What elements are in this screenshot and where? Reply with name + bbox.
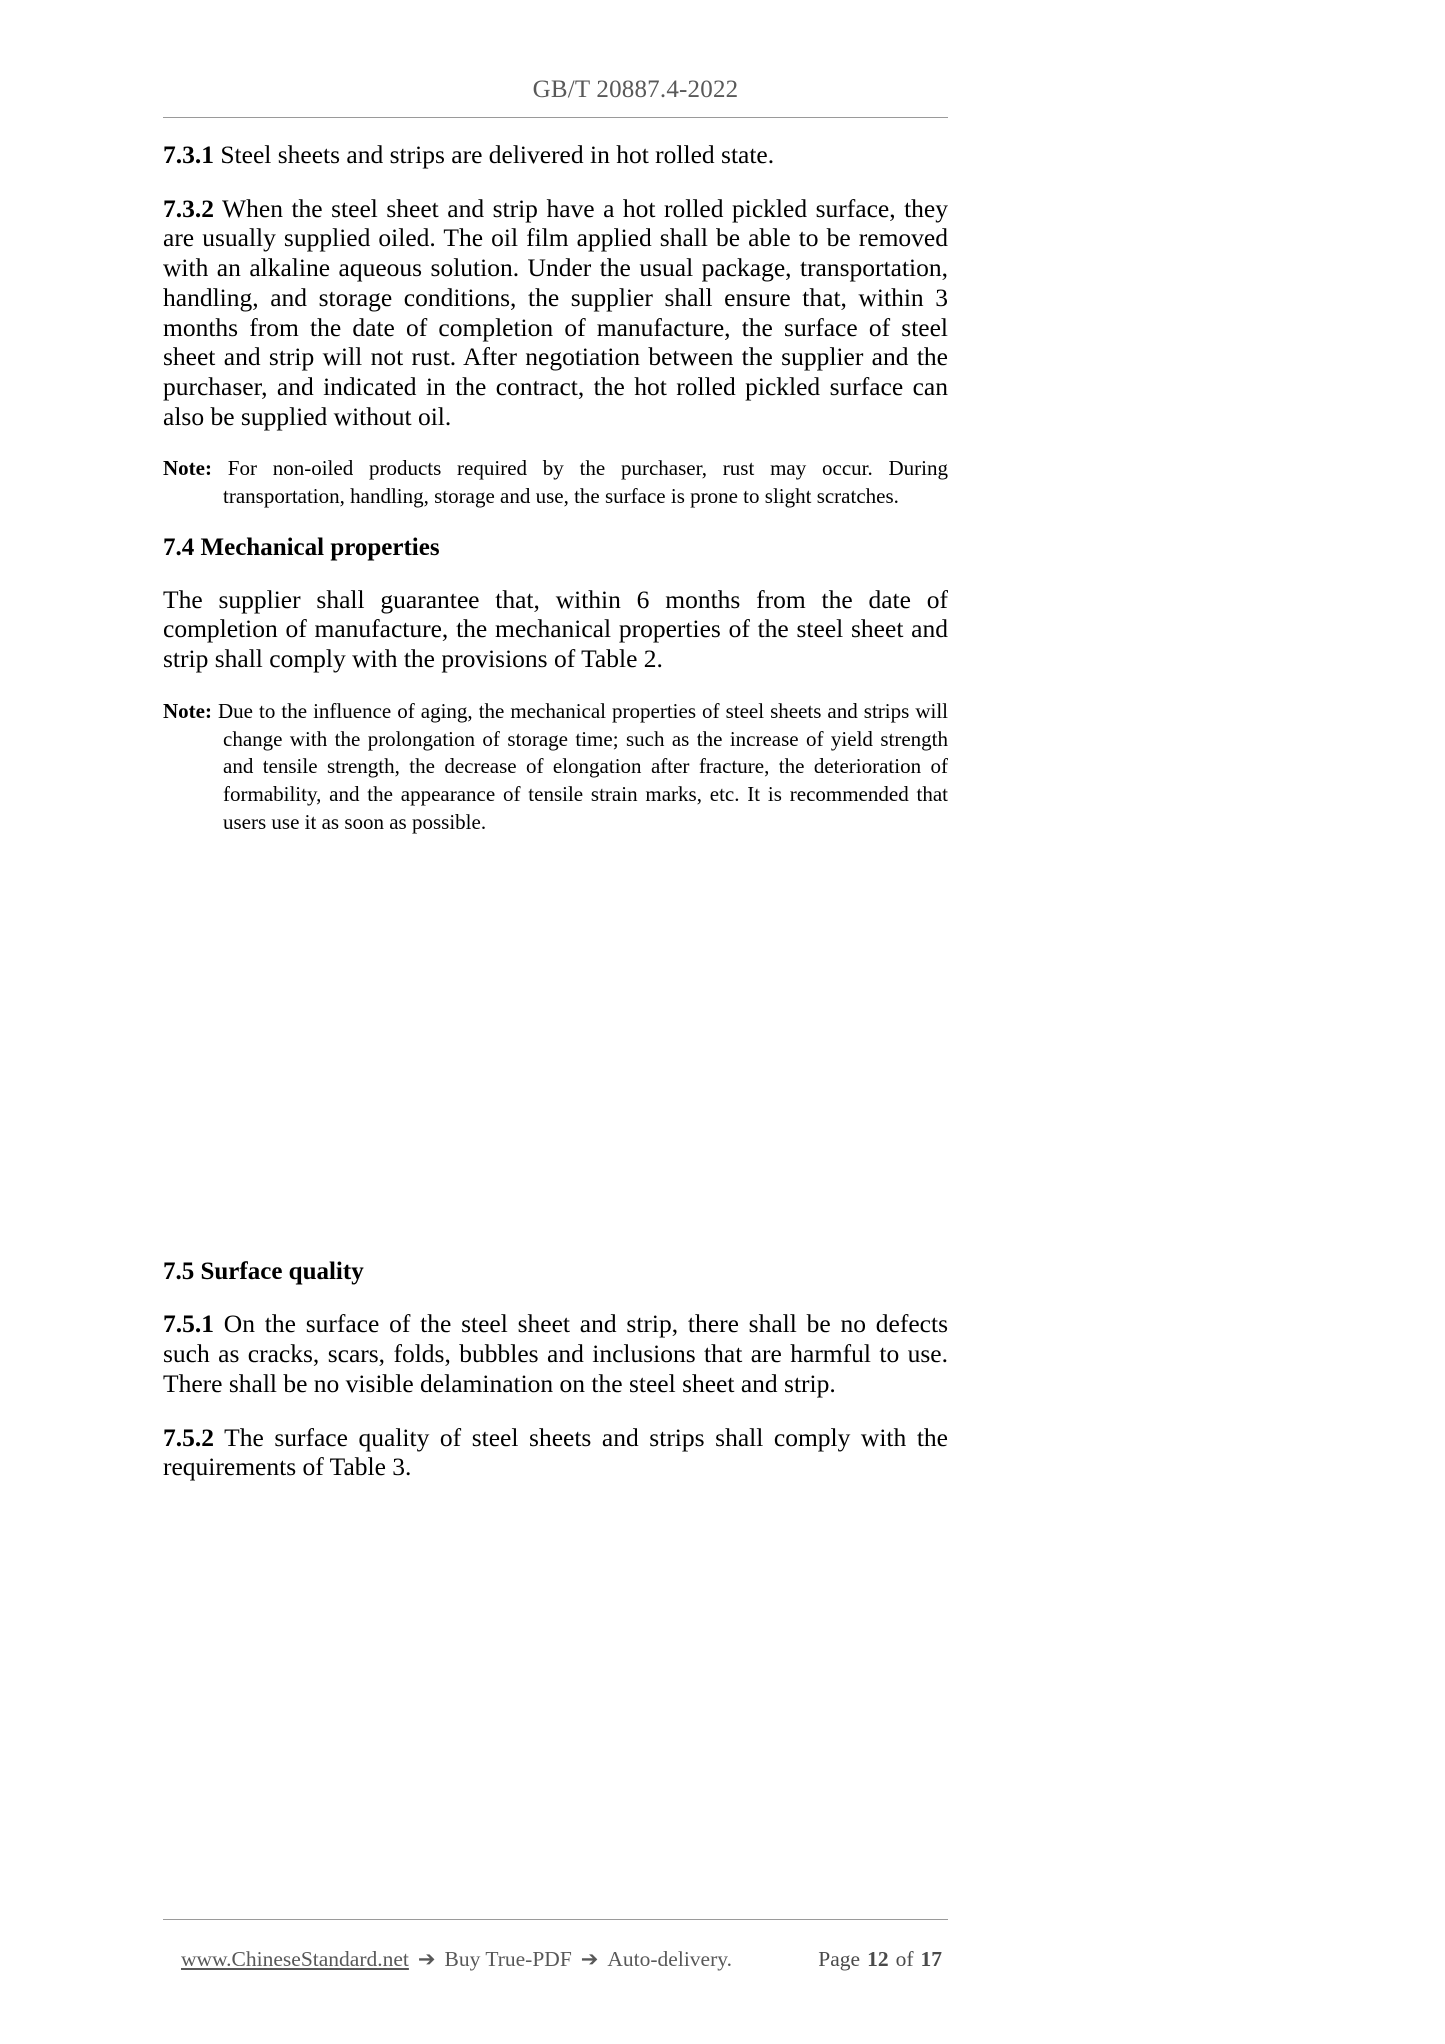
promo-buy-true-pdf: Buy True-PDF — [444, 1947, 572, 1971]
clause-text-7-5-2: The surface quality of steel sheets and strips shall comply with the requirements of Table 3. — [163, 1422, 948, 1482]
clause-7-3-2 — [163, 194, 948, 432]
note-after-7-4 — [163, 698, 948, 837]
clause-number-7-5-1: 7.5.1 — [163, 1309, 214, 1339]
arrow-right-icon: ➔ — [580, 1947, 599, 1971]
paragraph-7-4: The supplier shall guarantee that, within 6 months from the date of completion of manufacture, the mechanical properties of the steel sheet and strip shall comply with the provisions of Table 2. — [163, 584, 948, 674]
note-after-7-3-2 — [163, 455, 948, 510]
clause-number-7-5-2: 7.5.2 — [163, 1422, 214, 1452]
promo-auto-delivery: Auto-delivery. — [607, 1947, 732, 1971]
clause-text-7-5-1: On the surface of the steel sheet and strip, there shall be no defects such as cracks, scars, folds, bubbles and inclusions that are harmful to use. There shall be no visible delamination on the steel sheet and strip. — [163, 1309, 948, 1398]
document-code: GB/T 20887.4-2022 — [532, 76, 739, 103]
clause-7-3-1 — [163, 140, 948, 170]
note-label: Note: — [163, 456, 212, 481]
heading-7-4: 7.4 Mechanical properties — [163, 533, 440, 561]
note-text: For non-oiled products required by the purchaser, rust may occur. During transportation, handling, storage and use, the surface is prone to slight scratches. — [211, 456, 948, 509]
website-link[interactable]: www.ChineseStandard.net — [181, 1947, 409, 1971]
clause-number-7-3-2: 7.3.2 — [163, 193, 214, 223]
footer-divider — [163, 1919, 948, 1920]
clause-text-7-3-2: When the steel sheet and strip have a hot rolled pickled surface, they are usually supplied oiled. The oil film applied shall be able to be removed with an alkaline aqueous solution. Under the usual package, transportation, handling, and storage conditions, the supplier shall ensure that, within 3 months from the date of completion of manufacture, the surface of steel sheet and strip will not rust. After negotiation between the supplier and the purchaser, and indicated in the contract, the hot rolled pickled surface can also be supplied without oil. — [163, 193, 948, 431]
total-page-count: 17 — [920, 1947, 942, 1971]
clause-7-5-2 — [163, 1423, 948, 1482]
page-footer — [163, 1947, 948, 1972]
header-divider — [163, 117, 948, 118]
heading-7-5: 7.5 Surface quality — [163, 1258, 364, 1286]
footer-promo — [163, 1947, 732, 1972]
clause-text-7-3-1: Steel sheets and strips are delivered in hot rolled state. — [214, 140, 775, 169]
note-label: Note: — [163, 698, 212, 723]
arrow-right-icon: ➔ — [417, 1947, 436, 1971]
document-body — [163, 140, 948, 1482]
note-text: Due to the influence of aging, the mechanical properties of steel sheets and strips will change with the prolongation of storage time; such as the increase of yield strength and tensile strength, the decrease of elongation after fracture, the deterioration of formability, and the appearance of tensile strain marks, etc. It is recommended that users use it as soon as possible. — [211, 698, 948, 834]
page-indicator — [818, 1947, 948, 1972]
clause-7-5-1 — [163, 1309, 948, 1398]
page-label: Page — [818, 1947, 861, 1971]
current-page-number: 12 — [867, 1947, 889, 1971]
clause-number-7-3-1: 7.3.1 — [163, 140, 214, 169]
of-label: of — [895, 1947, 914, 1971]
blank-region — [163, 858, 948, 1257]
page-header — [163, 76, 948, 104]
page-content — [163, 0, 948, 2044]
